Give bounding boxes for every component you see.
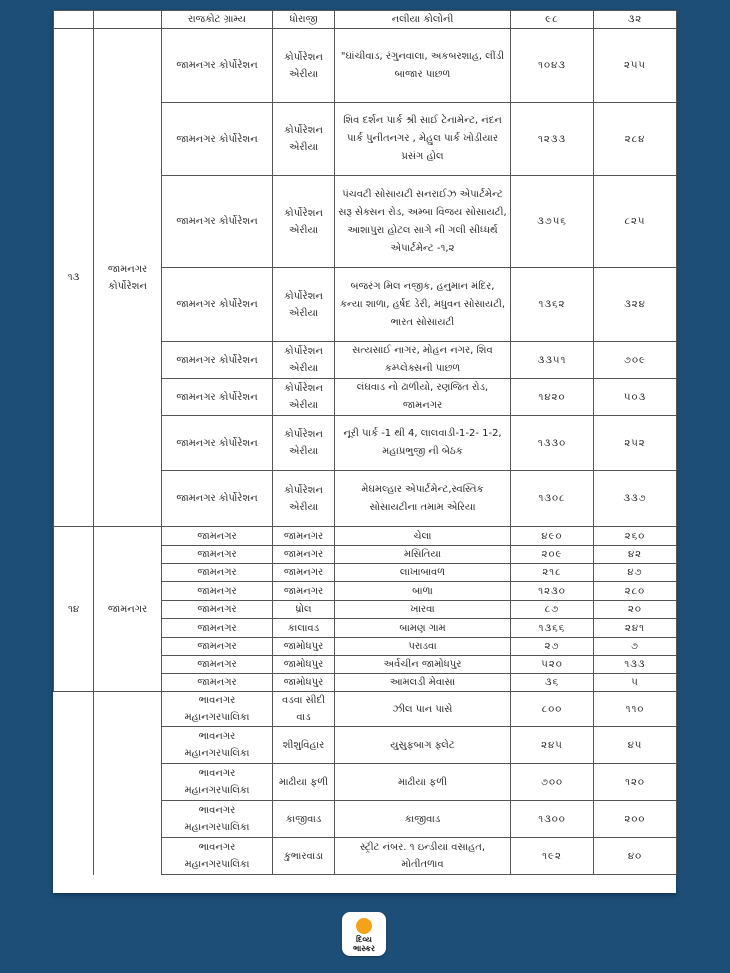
- district-cell: ભાવનગર મહાનગરપાલિકા: [162, 801, 273, 838]
- population-cell: ૩૨૪: [594, 268, 677, 342]
- taluka-cell: જામનગર: [273, 582, 335, 601]
- serial-cell: [54, 11, 94, 29]
- area-cell: પરાડવા: [335, 638, 511, 656]
- district-cell: જામનગર કોર્પોરેશન: [162, 342, 273, 379]
- taluka-cell: જામનગર: [273, 527, 335, 546]
- population-cell: ૨૦: [594, 601, 677, 619]
- area-cell: બામણ ગામ: [335, 619, 511, 638]
- table-row: [54, 29, 677, 103]
- area-cell: અર્વચીન જામોધપુર: [335, 656, 511, 674]
- population-cell: ૨૪૧: [594, 619, 677, 638]
- district-cell: જામનગર: [162, 619, 273, 638]
- area-cell: લાખાબાવળ: [335, 564, 511, 582]
- population-cell: ૨૮૪: [594, 103, 677, 176]
- area-cell: બજરંગ મિલ નજીક, હનુમાન મંદિર, કન્યા શાળા, હર્ષદ ડેરી, મધુવન સોસાયટી, ભારત સોસાયટી: [335, 268, 511, 342]
- population-cell: ૪૫: [594, 727, 677, 764]
- area-cell: નૂરી પાર્ક -1 થી 4, લાલવાડી-1-2- 1-2, મહાપ્રભુજી ની બેઠક: [335, 416, 511, 471]
- houses-cell: ૧૩૦૦: [511, 801, 594, 838]
- houses-cell: ૫૨૦: [511, 656, 594, 674]
- houses-cell: ૮૭: [511, 601, 594, 619]
- houses-cell: ૨૦૯: [511, 546, 594, 564]
- area-cell: યુસુફબાગ ફ્લેટ: [335, 727, 511, 764]
- houses-cell: ૧૨૩૦: [511, 582, 594, 601]
- population-cell: ૩૩૭: [594, 471, 677, 527]
- group-name-cell: [94, 692, 162, 875]
- population-cell: ૨૮૦: [594, 582, 677, 601]
- area-cell: લંઘવાડ નો ઢાળીયો, રણજિત રોડ, જામનગર: [335, 379, 511, 416]
- taluka-cell: કોર્પોરેશન એરીયા: [273, 176, 335, 268]
- group-serial-cell: ૧૩: [54, 29, 94, 527]
- houses-cell: ૧૯૨: [511, 838, 594, 875]
- district-cell: જામનગર: [162, 527, 273, 546]
- group-serial-cell: [54, 692, 94, 875]
- district-cell: ભાવનગર મહાનગરપાલિકા: [162, 692, 273, 727]
- area-cell: સત્યસાઈ નાગર, મોહન નગર, શિવ કમ્પ્લેક્સની પાછળ: [335, 342, 511, 379]
- district-cell: જામનગર કોર્પોરેશન: [162, 268, 273, 342]
- taluka-cell: કોર્પોરેશન એરીયા: [273, 471, 335, 527]
- area-cell: ચેલા: [335, 527, 511, 546]
- houses-cell: ૨૧૮: [511, 564, 594, 582]
- taluka-cell: કાલાવડ: [273, 619, 335, 638]
- taluka-cell: કુભારવાડા: [273, 838, 335, 875]
- population-cell: ૫: [594, 674, 677, 692]
- district-cell: જામનગર: [162, 582, 273, 601]
- sun-icon: [356, 918, 372, 934]
- population-cell: ૨૫૨: [594, 416, 677, 471]
- taluka-cell: જામોધપુર: [273, 638, 335, 656]
- taluka-cell: માઢીયા ફળી: [273, 764, 335, 801]
- houses-cell: ૩૩૫૧: [511, 342, 594, 379]
- population-cell: ૪૨: [594, 546, 677, 564]
- houses-cell: ૧૦૪૩: [511, 29, 594, 103]
- area-cell: "ઘાંચીવાડ, રંગુનવાલા, અકબરશાહ, લીંડી બાજાર પાછળ: [335, 29, 511, 103]
- population-cell: ૧૨૦: [594, 764, 677, 801]
- district-cell: જામનગર કોર્પોરેશન: [162, 176, 273, 268]
- taluka-cell: જામનગર: [273, 546, 335, 564]
- population-cell: ૫૦૩: [594, 379, 677, 416]
- area-cell: કાજીવાડ: [335, 801, 511, 838]
- logo-line-1: દિવ્ય: [356, 935, 372, 944]
- logo-line-2: ભાસ્કર: [352, 944, 376, 953]
- district-cell: જામનગર: [162, 546, 273, 564]
- table-row: [54, 527, 677, 546]
- area-cell: ખારવા: [335, 601, 511, 619]
- taluka-cell: ધ્રોલ: [273, 601, 335, 619]
- population-cell: ૭: [594, 638, 677, 656]
- district-cell: જામનગર: [162, 656, 273, 674]
- houses-cell: ૧૨૩૩: [511, 103, 594, 176]
- area-cell: મસિતિયા: [335, 546, 511, 564]
- document-sheet: [53, 10, 676, 893]
- houses-cell: ૧૩૦૮: [511, 471, 594, 527]
- population-cell: ૩૨: [594, 11, 677, 29]
- houses-cell: ૨૭: [511, 638, 594, 656]
- district-cell: જામનગર: [162, 638, 273, 656]
- area-cell: સ્ટ્રીટ નંબર. ૧ ઇન્ડીયા વસાહત, મોતીતળાવ: [335, 838, 511, 875]
- houses-cell: ૧૩૩૦: [511, 416, 594, 471]
- taluka-cell: કોર્પોરેશન એરીયા: [273, 379, 335, 416]
- district-cell: ભાવનગર મહાનગરપાલિકા: [162, 727, 273, 764]
- houses-cell: ૧૩૬૬: [511, 619, 594, 638]
- houses-cell: ૩૬: [511, 674, 594, 692]
- taluka-cell: જામોધપુર: [273, 656, 335, 674]
- taluka-cell: જામનગર: [273, 564, 335, 582]
- houses-cell: ૩૭૫૬: [511, 176, 594, 268]
- taluka-cell: જામોધપુર: [273, 674, 335, 692]
- population-cell: ૨૬૦: [594, 527, 677, 546]
- taluka-cell: કોર્પોરેશન એરીયા: [273, 268, 335, 342]
- area-cell: શિવ દર્શન પાર્ક શ્રી સાઈ ટેનામેન્ટ, નંદન પાર્ક પુનીતનગર , મેહુલ પાર્ક ખોડીયાર પ્રસંગ હોલ: [335, 103, 511, 176]
- area-cell: બાળા: [335, 582, 511, 601]
- table-row: [54, 692, 677, 727]
- area-cell: ઝીલ પાન પાસે: [335, 692, 511, 727]
- taluka-cell: શીશુવિહાર: [273, 727, 335, 764]
- population-cell: ૭૦૯: [594, 342, 677, 379]
- group-cell: [94, 11, 162, 29]
- taluka-cell: કાજીવાડ: [273, 801, 335, 838]
- district-cell: જામનગર કોર્પોરેશન: [162, 379, 273, 416]
- houses-cell: ૮૦૦: [511, 692, 594, 727]
- houses-cell: ૨૪૫: [511, 727, 594, 764]
- population-cell: ૧૧૦: [594, 692, 677, 727]
- houses-cell: ૯૮: [511, 11, 594, 29]
- area-cell: આમલડી મેવાસા: [335, 674, 511, 692]
- district-cell: જામનગર કોર્પોરેશન: [162, 416, 273, 471]
- district-cell: ભાવનગર મહાનગરપાલિકા: [162, 764, 273, 801]
- table-row: [54, 11, 677, 29]
- divya-bhaskar-logo: [342, 912, 386, 956]
- houses-cell: ૪૯૦: [511, 527, 594, 546]
- district-cell: રાજકોટ ગ્રામ્ય: [162, 11, 273, 29]
- population-cell: ૮૨૫: [594, 176, 677, 268]
- area-cell: માઢીયા ફળી: [335, 764, 511, 801]
- group-name-cell: જામનગર: [94, 527, 162, 692]
- district-cell: જામનગર કોર્પોરેશન: [162, 29, 273, 103]
- group-serial-cell: ૧૪: [54, 527, 94, 692]
- taluka-cell: કોર્પોરેશન એરીયા: [273, 29, 335, 103]
- taluka-cell: કોર્પોરેશન એરીયા: [273, 416, 335, 471]
- containment-zone-table: [53, 10, 677, 875]
- population-cell: ૨૦૦: [594, 801, 677, 838]
- population-cell: ૧૩૩: [594, 656, 677, 674]
- group-name-cell: જામનગર કોર્પોરેશન: [94, 29, 162, 527]
- district-cell: જામનગર કોર્પોરેશન: [162, 103, 273, 176]
- area-cell: નલીયા કોલોની: [335, 11, 511, 29]
- district-cell: જામનગર: [162, 601, 273, 619]
- houses-cell: ૧૪૨૦: [511, 379, 594, 416]
- area-cell: મેઘમલ્હાર એપાર્ટમેન્ટ,સ્વસ્તિક સોસાયટીના તમામ એરિયા: [335, 471, 511, 527]
- population-cell: ૨૫૫: [594, 29, 677, 103]
- district-cell: જામનગર કોર્પોરેશન: [162, 471, 273, 527]
- district-cell: ભાવનગર મહાનગરપાલિકા: [162, 838, 273, 875]
- district-cell: જામનગર: [162, 674, 273, 692]
- population-cell: ૪૭: [594, 564, 677, 582]
- taluka-cell: વડવા સીદી વાડ: [273, 692, 335, 727]
- population-cell: ૪૦: [594, 838, 677, 875]
- area-cell: પંચવટી સોસાયટી સનરાઈઝ એપાર્ટમેન્ટ સરૂ સેક્સન રોડ, અમ્બા વિજય સોસાયટી, આશાપુરા હોટલ સાગે ની ગલી સીધ્ધર્થ એપાર્ટમેન્ટ -૧,૨: [335, 176, 511, 268]
- houses-cell: ૧૩૬૨: [511, 268, 594, 342]
- taluka-cell: ધોરાજી: [273, 11, 335, 29]
- houses-cell: ૭૦૦: [511, 764, 594, 801]
- taluka-cell: કોર્પોરેશન એરીયા: [273, 342, 335, 379]
- district-cell: જામનગર: [162, 564, 273, 582]
- taluka-cell: કોર્પોરેશન એરીયા: [273, 103, 335, 176]
